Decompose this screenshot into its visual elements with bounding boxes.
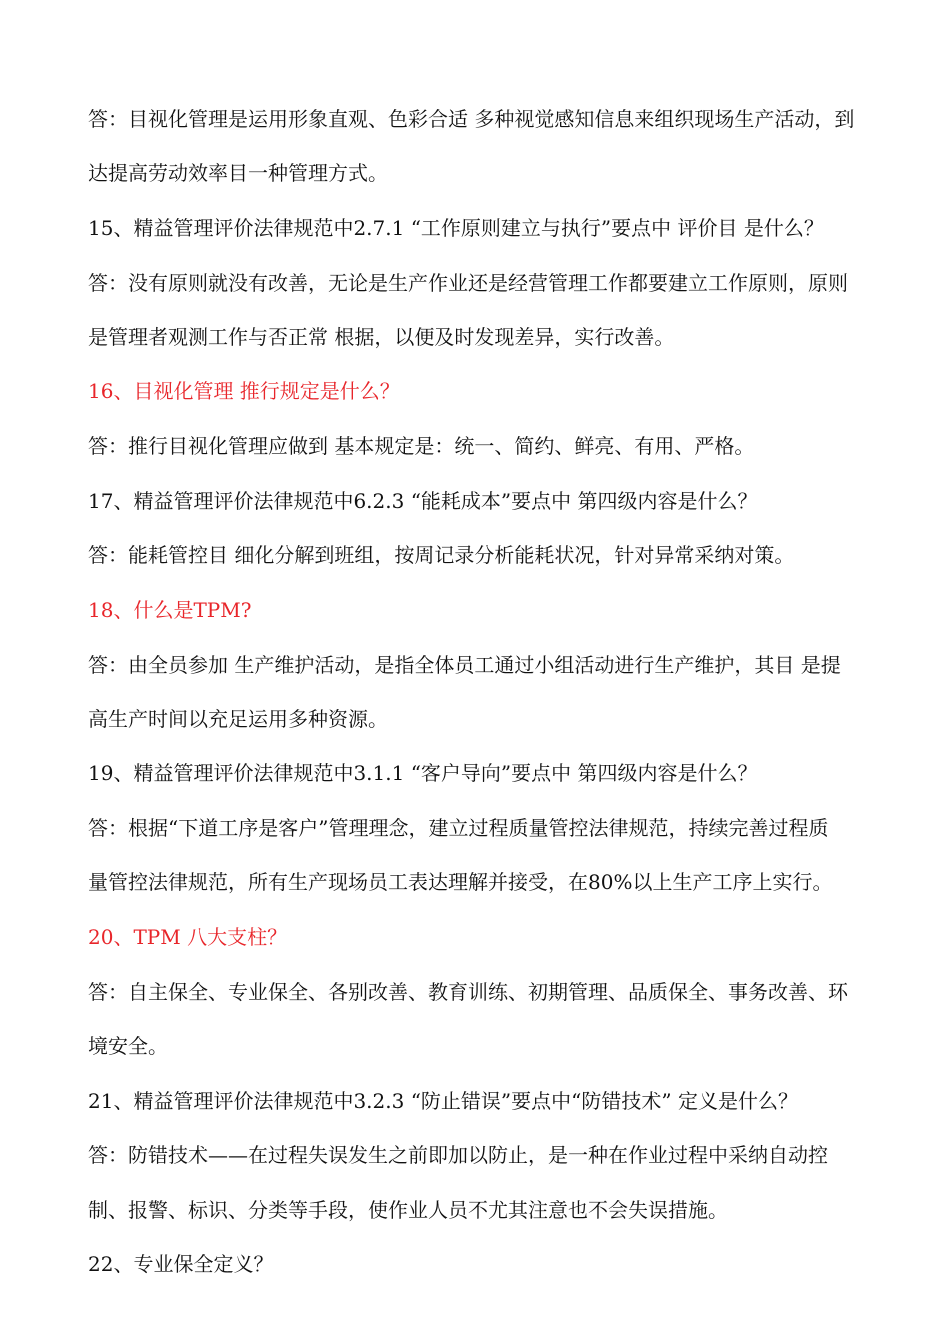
text-line: 是管理者观测工作与否正常 根据，以便及时发现差异，实行改善。 xyxy=(88,325,675,349)
question-line: 22、专业保全定义？ xyxy=(88,1252,274,1276)
text-line: 答：目视化管理是运用形象直观、色彩合适 多种视觉感知信息来组织现场生产活动，到 xyxy=(88,107,855,131)
text-line: 答：推行目视化管理应做到 基本规定是：统一、简约、鲜亮、有用、严格。 xyxy=(88,434,755,458)
question-line: 17、精益管理评价法律规范中6.2.3 “能耗成本”要点中 第四级内容是什么？ xyxy=(88,489,758,513)
text-line: 高生产时间以充足运用多种资源。 xyxy=(88,707,388,731)
text-line: 量管控法律规范，所有生产现场员工表达理解并接受，在80%以上生产工序上实行。 xyxy=(88,870,833,894)
question-heading-red: 18、什么是TPM? xyxy=(88,598,252,622)
text-line: 答：防错技术——在过程失误发生之前即加以防止，是一种在作业过程中采纳自动控 xyxy=(88,1143,828,1167)
text-line: 答：由全员参加 生产维护活动，是指全体员工通过小组活动进行生产维护，其目 是提 xyxy=(88,653,841,677)
text-line: 境安全。 xyxy=(88,1034,168,1058)
question-heading-red: 16、目视化管理 推行规定是什么？ xyxy=(88,379,400,403)
question-line: 19、精益管理评价法律规范中3.1.1 “客户导向”要点中 第四级内容是什么？ xyxy=(88,761,758,785)
text-line: 答：自主保全、专业保全、各别改善、教育训练、初期管理、品质保全、事务改善、环 xyxy=(88,980,848,1004)
text-line: 制、报警、标识、分类等手段，使作业人员不尤其注意也不会失误措施。 xyxy=(88,1198,728,1222)
question-line: 21、精益管理评价法律规范中3.2.3 “防止错误”要点中“防错技术” 定义是什么？ xyxy=(88,1089,798,1113)
text-line: 达提高劳动效率目一种管理方式。 xyxy=(88,161,388,185)
question-heading-red: 20、TPM 八大支柱？ xyxy=(88,925,288,949)
text-line: 答：没有原则就没有改善，无论是生产作业还是经营管理工作都要建立工作原则，原则 xyxy=(88,271,848,295)
text-line: 答：根据“下道工序是客户”管理理念，建立过程质量管控法律规范，持续完善过程质 xyxy=(88,816,829,840)
question-line: 15、精益管理评价法律规范中2.7.1 “工作原则建立与执行”要点中 评价目 是什么？ xyxy=(88,216,824,240)
text-line: 答：能耗管控目 细化分解到班组，按周记录分析能耗状况，针对异常采纳对策。 xyxy=(88,543,795,567)
